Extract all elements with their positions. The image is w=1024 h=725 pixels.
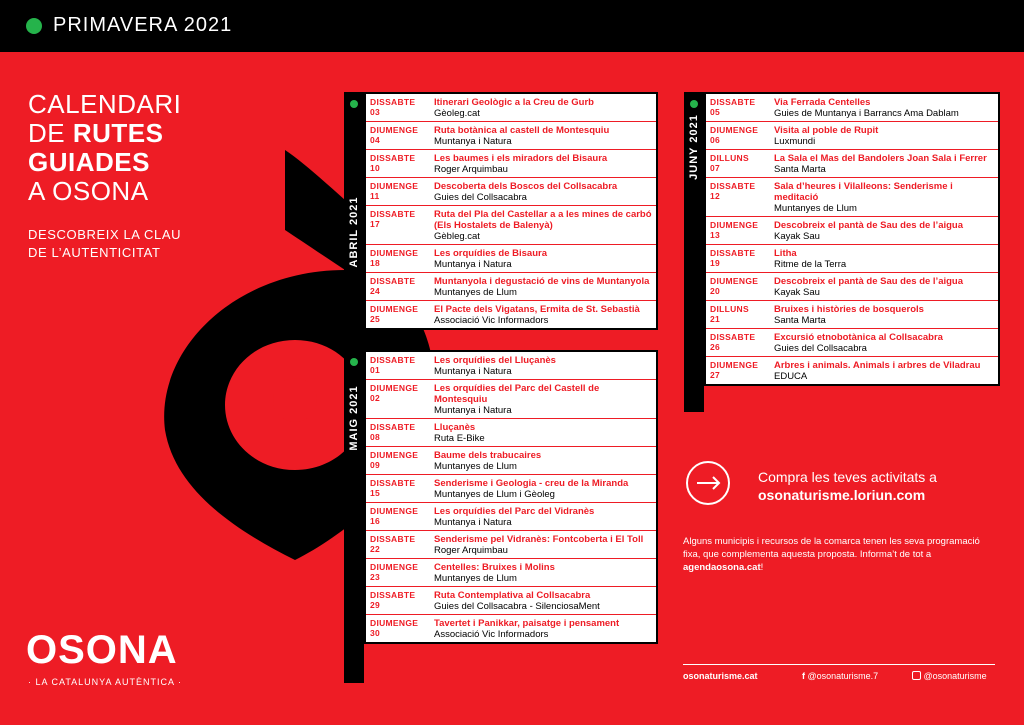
event-row (706, 178, 998, 217)
headline-line3: GUIADES (28, 147, 150, 177)
event-organizer: Muntanya i Natura (434, 405, 512, 416)
headline-line4: A OSONA (28, 176, 149, 206)
event-info (434, 181, 652, 203)
event-row (706, 122, 998, 150)
event-title: Les orquídies del Lluçanès (434, 355, 556, 366)
event-date (370, 383, 434, 416)
june-label: JUNY 2021 (688, 114, 700, 180)
event-weekday: DIUMENGE (710, 220, 759, 230)
event-row (366, 122, 656, 150)
event-info (434, 506, 652, 528)
season-title: PRIMAVERA 2021 (53, 14, 233, 36)
event-info (434, 355, 652, 377)
event-title: Ruta del Pla del Castellar a a les mines de carbó (Els Hostalets de Balenyà) (434, 209, 652, 231)
subline: DESCOBREIX LA CLAU DE L’AUTENTICITAT (28, 227, 182, 260)
event-organizer: Kayak Sau (774, 287, 820, 298)
event-organizer: Roger Arquimbau (434, 164, 508, 175)
event-title: Senderisme pel Vidranès: Fontcoberta i El Toll (434, 534, 644, 545)
event-date (370, 209, 434, 242)
event-day-number: 03 (370, 107, 381, 117)
event-weekday: DIUMENGE (370, 450, 419, 460)
event-day-number: 06 (710, 135, 721, 145)
event-organizer: Muntanya i Natura (434, 517, 512, 528)
green-dot-icon (350, 100, 358, 108)
event-organizer: Santa Marta (774, 315, 826, 326)
event-day-number: 07 (710, 163, 721, 173)
buy-url[interactable]: osonaturisme.loriun.com (758, 487, 926, 503)
event-date (370, 181, 434, 203)
event-organizer: Luxmundi (774, 136, 816, 147)
event-info (434, 422, 652, 444)
event-row (366, 178, 656, 206)
event-title: Les baumes i els miradors del Bisaura (434, 153, 608, 164)
event-day-number: 23 (370, 572, 381, 582)
event-row (366, 419, 656, 447)
event-title: Sala d’heures i Vilalleons: Senderisme i meditació (774, 181, 953, 203)
event-info (434, 562, 652, 584)
event-title: Baume dels trabucaires (434, 450, 542, 461)
footer-divider (683, 664, 995, 665)
event-day-number: 25 (370, 314, 381, 324)
event-weekday: DIUMENGE (710, 276, 759, 286)
event-day-number: 20 (710, 286, 721, 296)
event-weekday: DIUMENGE (370, 383, 419, 393)
event-date (370, 590, 434, 612)
event-row (706, 357, 998, 384)
event-weekday: DISSABTE (370, 209, 416, 219)
event-weekday: DISSABTE (370, 478, 416, 488)
event-weekday: DISSABTE (370, 534, 416, 544)
event-title: Itinerari Geològic a la Creu de Gurb (434, 97, 594, 108)
event-weekday: DIUMENGE (370, 304, 419, 314)
event-date (710, 360, 774, 382)
headline-line2: DE RUTES (28, 118, 164, 148)
event-info (774, 153, 994, 175)
event-title: Muntanyola i degustació de vins de Muntanyola (434, 276, 650, 287)
facebook-icon: f (802, 671, 805, 681)
event-organizer: Muntanyes de Llum (434, 461, 517, 472)
event-organizer: Muntanya i Natura (434, 136, 512, 147)
event-day-number: 27 (710, 370, 721, 380)
event-day-number: 22 (370, 544, 381, 554)
event-row (366, 447, 656, 475)
event-day-number: 18 (370, 258, 381, 268)
event-title: Les orquídies del Parc del Vidranès (434, 506, 595, 517)
event-info (434, 276, 652, 298)
june-bar (684, 92, 704, 412)
event-row (706, 245, 998, 273)
osona-logo: OSONA (26, 628, 178, 672)
event-weekday: DIUMENGE (370, 125, 419, 135)
event-organizer: Roger Arquimbau (434, 545, 508, 556)
event-date (710, 276, 774, 298)
event-date (370, 125, 434, 147)
event-weekday: DIUMENGE (370, 248, 419, 258)
event-info (434, 304, 652, 326)
event-info (774, 360, 994, 382)
event-info (434, 97, 652, 119)
event-title: Excursió etnobotànica al Collsacabra (774, 332, 943, 343)
event-date (370, 422, 434, 444)
event-day-number: 01 (370, 365, 381, 375)
event-info (434, 590, 652, 612)
buy-link-button[interactable] (686, 461, 730, 505)
event-day-number: 04 (370, 135, 381, 145)
event-title: Litha (774, 248, 797, 259)
may-table (364, 350, 658, 644)
event-row (366, 206, 656, 245)
event-info (434, 153, 652, 175)
april-table (364, 92, 658, 330)
event-date (370, 478, 434, 500)
event-organizer: Guies del Collsacabra (434, 192, 527, 203)
event-info (774, 97, 994, 119)
buy-callout[interactable]: Compra les teves activitats a osonaturisme.loriun.com (758, 469, 937, 503)
event-row (366, 587, 656, 615)
event-day-number: 29 (370, 600, 381, 610)
logo-tagline: · LA CATALUNYA AUTÈNTICA · (28, 677, 183, 687)
event-organizer: Muntanyes de Llum (774, 203, 857, 214)
event-organizer: Guies del Collsacabra - SilenciosaMent (434, 601, 600, 612)
event-date (710, 248, 774, 270)
event-organizer: Guies del Collsacabra (774, 343, 867, 354)
event-title: Arbres i animals. Animals i arbres de Viladrau (774, 360, 981, 371)
green-dot-icon (350, 358, 358, 366)
event-date (370, 304, 434, 326)
event-organizer: Muntanya i Natura (434, 259, 512, 270)
event-info (774, 304, 994, 326)
event-organizer: EDUCA (774, 371, 808, 382)
event-day-number: 08 (370, 432, 381, 442)
event-organizer: Ruta E-Bike (434, 433, 485, 444)
green-dot-icon (26, 18, 42, 34)
event-title: Bruixes i històries de bosquerols (774, 304, 924, 315)
event-date (370, 153, 434, 175)
event-title: Descobreix el pantà de Sau des de l’aigua (774, 276, 964, 287)
event-organizer: Santa Marta (774, 164, 826, 175)
event-date (370, 97, 434, 119)
event-weekday: DISSABTE (370, 422, 416, 432)
event-weekday: DILLUNS (710, 153, 749, 163)
event-info (434, 125, 652, 147)
event-weekday: DIUMENGE (370, 506, 419, 516)
event-day-number: 26 (710, 342, 721, 352)
may-bar (344, 350, 364, 683)
event-title: El Pacte dels Vigatans, Ermita de St. Sebastià (434, 304, 640, 315)
event-row (366, 475, 656, 503)
event-weekday: DISSABTE (370, 153, 416, 163)
event-date (710, 153, 774, 175)
event-row (366, 380, 656, 419)
event-weekday: DISSABTE (710, 181, 756, 191)
event-date (710, 181, 774, 214)
event-weekday: DISSABTE (370, 355, 416, 365)
event-weekday: DISSABTE (370, 590, 416, 600)
event-date (710, 220, 774, 242)
event-title: Ruta botànica al castell de Montesquiu (434, 125, 610, 136)
event-info (434, 248, 652, 270)
event-title: Les orquídies de Bisaura (434, 248, 547, 259)
event-title: Descoberta dels Boscos del Collsacabra (434, 181, 618, 192)
april-bar (344, 92, 364, 348)
event-row (706, 329, 998, 357)
event-info (434, 450, 652, 472)
event-title: Centelles: Bruixes i Molins (434, 562, 555, 573)
event-info (434, 618, 652, 640)
arrow-right-icon (696, 476, 722, 490)
event-weekday: DIUMENGE (370, 618, 419, 628)
event-row (366, 531, 656, 559)
event-day-number: 16 (370, 516, 381, 526)
event-date (370, 562, 434, 584)
event-date (710, 97, 774, 119)
event-title: Les orquídies del Parc del Castell de Montesquiu (434, 383, 600, 405)
event-weekday: DISSABTE (370, 276, 416, 286)
footer-facebook[interactable]: f @osonaturisme.7 (802, 671, 879, 681)
event-row (366, 352, 656, 380)
event-organizer: Associació Vic Informadors (434, 315, 549, 326)
event-weekday: DISSABTE (710, 97, 756, 107)
event-day-number: 24 (370, 286, 381, 296)
event-day-number: 21 (710, 314, 721, 324)
event-day-number: 13 (710, 230, 721, 240)
event-weekday: DISSABTE (370, 97, 416, 107)
event-info (434, 478, 652, 500)
event-day-number: 02 (370, 393, 381, 403)
event-day-number: 15 (370, 488, 381, 498)
footer-site[interactable]: osonaturisme.cat (683, 671, 758, 681)
may-label: MAIG 2021 (348, 385, 360, 451)
event-day-number: 12 (710, 191, 721, 201)
event-date (370, 618, 434, 640)
event-title: La Sala el Mas del Bandolers Joan Sala i Ferrer (774, 153, 987, 164)
event-title: Via Ferrada Centelles (774, 97, 871, 108)
event-organizer: Gèoleg.cat (434, 108, 480, 119)
event-date (710, 125, 774, 147)
event-organizer: Ritme de la Terra (774, 259, 847, 270)
event-day-number: 05 (710, 107, 721, 117)
event-day-number: 30 (370, 628, 381, 638)
event-info (774, 181, 994, 214)
event-row (366, 559, 656, 587)
event-row (366, 301, 656, 328)
event-row (366, 615, 656, 642)
event-organizer: Muntanyes de Llum (434, 573, 517, 584)
event-title: Visita al poble de Rupit (774, 125, 879, 136)
event-organizer: Associació Vic Informadors (434, 629, 549, 640)
event-row (366, 245, 656, 273)
event-day-number: 17 (370, 219, 381, 229)
event-title: Descobreix el pantà de Sau des de l’aigua (774, 220, 964, 231)
event-info (434, 209, 652, 242)
event-day-number: 09 (370, 460, 381, 470)
event-organizer: Muntanyes de Llum (434, 287, 517, 298)
info-note: Alguns municipis i recursos de la comarca tenen les seva programació fixa, que complementa aquesta proposta. Informa’t de tot a agendaosona.cat! (683, 536, 980, 573)
event-title: Ruta Contemplativa al Collsacabra (434, 590, 591, 601)
footer-instagram[interactable]: @osonaturisme (912, 671, 987, 681)
event-row (366, 503, 656, 531)
headline-line1: CALENDARI (28, 89, 182, 119)
event-date (370, 534, 434, 556)
event-organizer: Guies de Muntanya i Barrancs Ama Dablam (774, 108, 959, 119)
event-date (370, 248, 434, 270)
event-row (366, 150, 656, 178)
event-organizer: Gèbleg.cat (434, 231, 480, 242)
event-info (774, 125, 994, 147)
event-date (370, 276, 434, 298)
event-organizer: Muntanya i Natura (434, 366, 512, 377)
june-table (704, 92, 1000, 386)
event-title: Tavertet i Panikkar, paisatge i pensament (434, 618, 620, 629)
event-title: Lluçanès (434, 422, 476, 433)
headline-bold: RUTES (72, 118, 164, 148)
event-weekday: DIUMENGE (710, 360, 759, 370)
top-bar (0, 0, 1024, 52)
event-info (774, 332, 994, 354)
event-row (706, 94, 998, 122)
event-row (366, 94, 656, 122)
event-weekday: DIUMENGE (710, 125, 759, 135)
event-info (434, 383, 652, 416)
event-row (366, 273, 656, 301)
event-weekday: DIUMENGE (370, 181, 419, 191)
event-day-number: 10 (370, 163, 381, 173)
event-info (434, 534, 652, 556)
event-organizer: Kayak Sau (774, 231, 820, 242)
headline (28, 90, 181, 206)
event-day-number: 19 (710, 258, 721, 268)
event-weekday: DISSABTE (710, 332, 756, 342)
event-organizer: Muntanyes de Llum i Gèoleg (434, 489, 555, 500)
event-date (710, 332, 774, 354)
event-date (370, 450, 434, 472)
instagram-icon (912, 671, 921, 680)
event-info (774, 248, 994, 270)
event-weekday: DIUMENGE (370, 562, 419, 572)
event-row (706, 301, 998, 329)
event-weekday: DISSABTE (710, 248, 756, 258)
event-info (774, 276, 994, 298)
event-day-number: 11 (370, 191, 380, 201)
event-info (774, 220, 994, 242)
green-dot-icon (690, 100, 698, 108)
event-row (706, 150, 998, 178)
event-weekday: DILLUNS (710, 304, 749, 314)
event-row (706, 217, 998, 245)
event-title: Senderisme i Geologia - creu de la Miranda (434, 478, 629, 489)
event-date (370, 355, 434, 377)
agenda-link[interactable]: agendaosona.cat (683, 562, 761, 573)
event-row (706, 273, 998, 301)
event-date (370, 506, 434, 528)
event-date (710, 304, 774, 326)
april-label: ABRIL 2021 (348, 196, 360, 268)
